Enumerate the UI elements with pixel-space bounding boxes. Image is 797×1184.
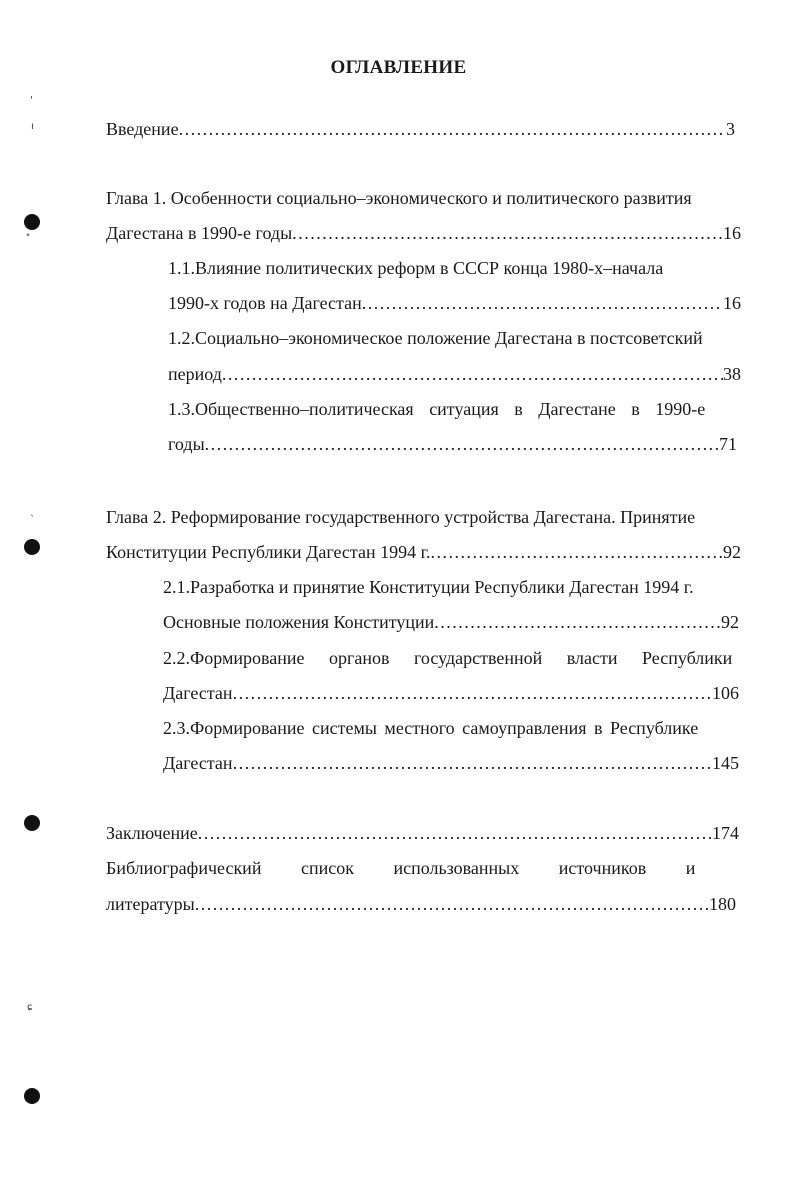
toc-page-number: 106 [712,683,739,703]
binder-hole-1 [24,214,40,230]
toc-page-number: 16 [723,293,741,313]
toc-page-number: 92 [721,612,739,632]
toc-entry-text: Дагестан [163,753,233,773]
toc-entry-chapter-2 [106,541,741,563]
scan-speck: ' [30,95,33,106]
dot-leader [195,893,709,915]
page-title: ОГЛАВЛЕНИЕ [330,57,467,78]
section-1-3-heading: 1.3.Общественно–политическая ситуация в Дагестане в 1990-е [168,399,706,419]
scan-speck: ɕ [27,1002,33,1013]
toc-page-number: 92 [723,542,741,562]
toc-entry-conclusion [106,822,739,844]
toc-entry-text: Основные положения Конституции [163,612,435,632]
toc-entry-intro [106,118,735,140]
section-1-1-heading: 1.1.Влияние политических реформ в СССР конца 1980-х–начала [168,258,664,278]
toc-entry-bibliography [106,893,736,915]
toc-entry-section-1-3 [168,433,737,455]
dot-leader [222,363,723,385]
dot-leader [233,752,712,774]
scan-speck: ˎ [30,506,35,517]
dot-leader [362,292,723,314]
section-2-3-heading: 2.3.Формирование системы местного самоуправления в Республике [163,718,699,738]
toc-page-number: 38 [723,364,741,384]
dot-leader [434,611,721,633]
scan-speck: ᐤ [26,232,30,243]
toc-page-number: 174 [712,823,739,843]
toc-entry-section-1-1 [168,292,741,314]
section-1-2-heading: 1.2.Социально–экономическое положение Дагестана в постсоветский [168,328,703,348]
toc-entry-text: Дагестан [163,683,233,703]
toc-page-number: 71 [719,434,737,454]
toc-entry-section-2-1 [163,611,739,633]
dot-leader [233,682,712,704]
toc-entry-section-2-2 [163,682,739,704]
dot-leader [179,118,726,140]
section-2-2-heading: 2.2.Формирование органов государственной власти Республики [163,648,733,668]
toc-entry-text: Дагестана в 1990-е годы [106,223,293,243]
toc-page-number: 16 [723,223,741,243]
toc-entry-text: Введение [106,119,179,139]
scan-speck: ı [31,121,34,132]
toc-page-number: 145 [712,753,739,773]
binder-hole-3 [24,815,40,831]
toc-entry-text: годы [168,434,205,454]
toc-entry-text: Конституции Республики Дагестан 1994 г. [106,542,431,562]
toc-entry-text: 1990-х годов на Дагестан [168,293,362,313]
toc-entry-text: период [168,364,222,384]
chapter-1-heading: Глава 1. Особенности социально–экономического и политического развития [106,188,692,208]
toc-page-number: 3 [726,119,735,139]
bibliography-heading: Библиографический список использованных источников и [106,858,696,878]
toc-entry-text: Заключение [106,823,198,843]
toc-entry-section-1-2 [168,363,741,385]
toc-entry-section-2-3 [163,752,739,774]
toc-page-number: 180 [709,894,736,914]
toc-entry-text: литературы [106,894,195,914]
section-2-1-heading: 2.1.Разработка и принятие Конституции Республики Дагестан 1994 г. [163,577,694,597]
binder-hole-2 [24,539,40,555]
chapter-2-heading: Глава 2. Реформирование государственного устройства Дагестана. Принятие [106,507,696,527]
toc-entry-chapter-1 [106,222,741,244]
dot-leader [198,822,712,844]
binder-hole-4 [24,1088,40,1104]
dot-leader [205,433,719,455]
dot-leader [430,541,723,563]
dot-leader [292,222,723,244]
